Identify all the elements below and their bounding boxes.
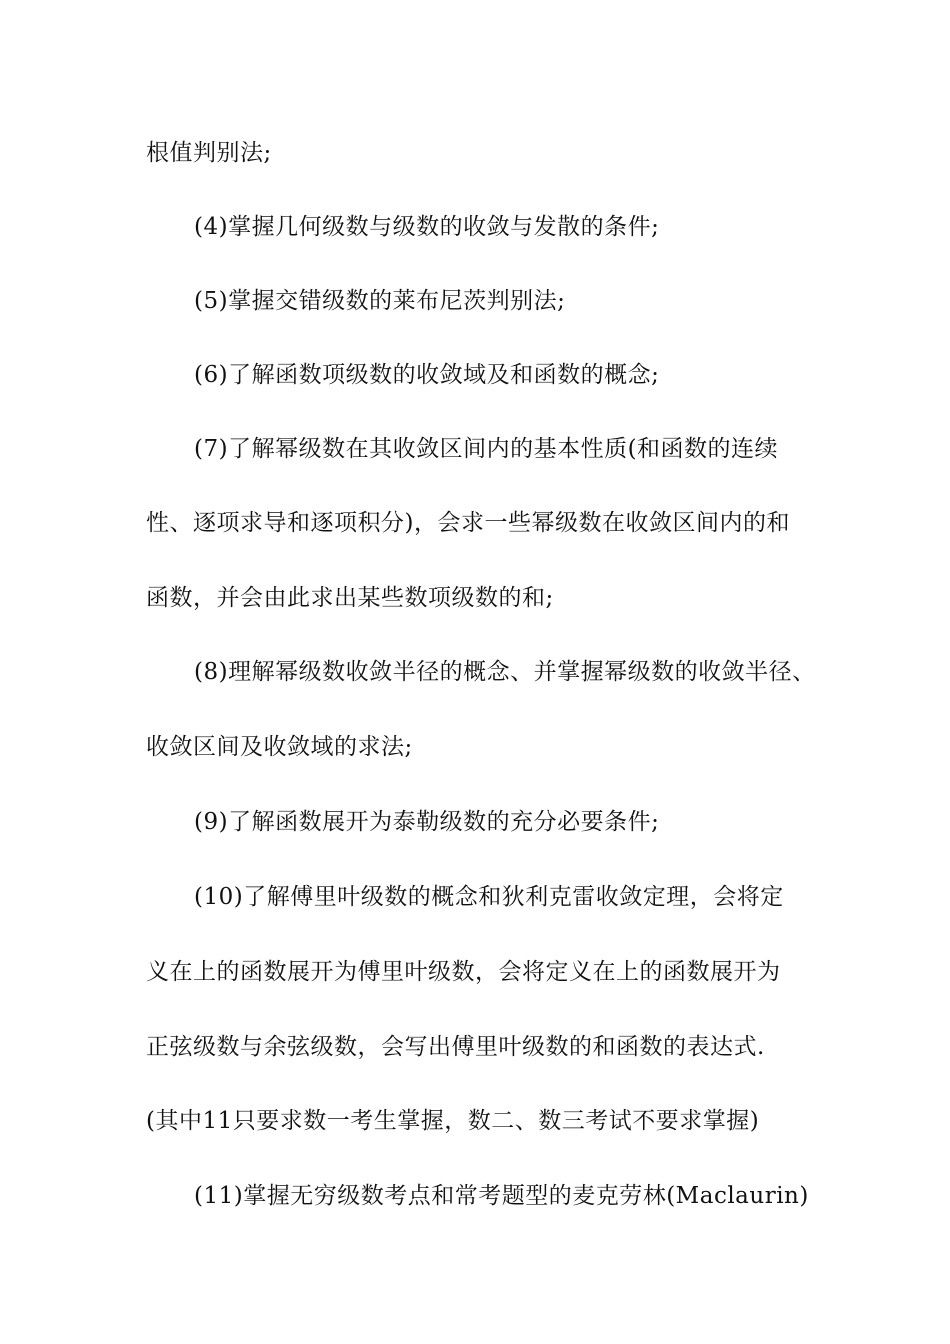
- text-line: 义在上的函数展开为傅里叶级数，会将定义在上的函数展开为: [146, 959, 781, 985]
- note-line: (其中11只要求数一考生掌握，数二、数三考试不要求掌握): [146, 1108, 760, 1134]
- list-item-8: (8)理解幂级数收敛半径的概念、并掌握幂级数的收敛半径、: [194, 659, 816, 685]
- text-line: 正弦级数与余弦级数，会写出傅里叶级数的和函数的表达式.: [146, 1034, 765, 1060]
- text-line: 函数，并会由此求出某些数项级数的和;: [146, 585, 554, 611]
- text-line: 收敛区间及收敛域的求法;: [146, 734, 413, 760]
- list-item-9: (9)了解函数展开为泰勒级数的充分必要条件;: [194, 809, 660, 835]
- list-item-10: (10)了解傅里叶级数的概念和狄利克雷收敛定理，会将定: [194, 884, 784, 910]
- list-item-7: (7)了解幂级数在其收敛区间内的基本性质(和函数的连续: [194, 436, 779, 462]
- list-item-6: (6)了解函数项级数的收敛域及和函数的概念;: [194, 362, 660, 388]
- text-line: 性、逐项求导和逐项积分)，会求一些幂级数在收敛区间内的和: [146, 510, 790, 536]
- list-item-5: (5)掌握交错级数的莱布尼茨判别法;: [194, 288, 566, 314]
- text-line: 根值判别法;: [146, 140, 272, 166]
- list-item-11: (11)掌握无穷级数考点和常考题型的麦克劳林(Maclaurin): [194, 1183, 809, 1209]
- list-item-4: (4)掌握几何级数与级数的收敛与发散的条件;: [194, 214, 660, 240]
